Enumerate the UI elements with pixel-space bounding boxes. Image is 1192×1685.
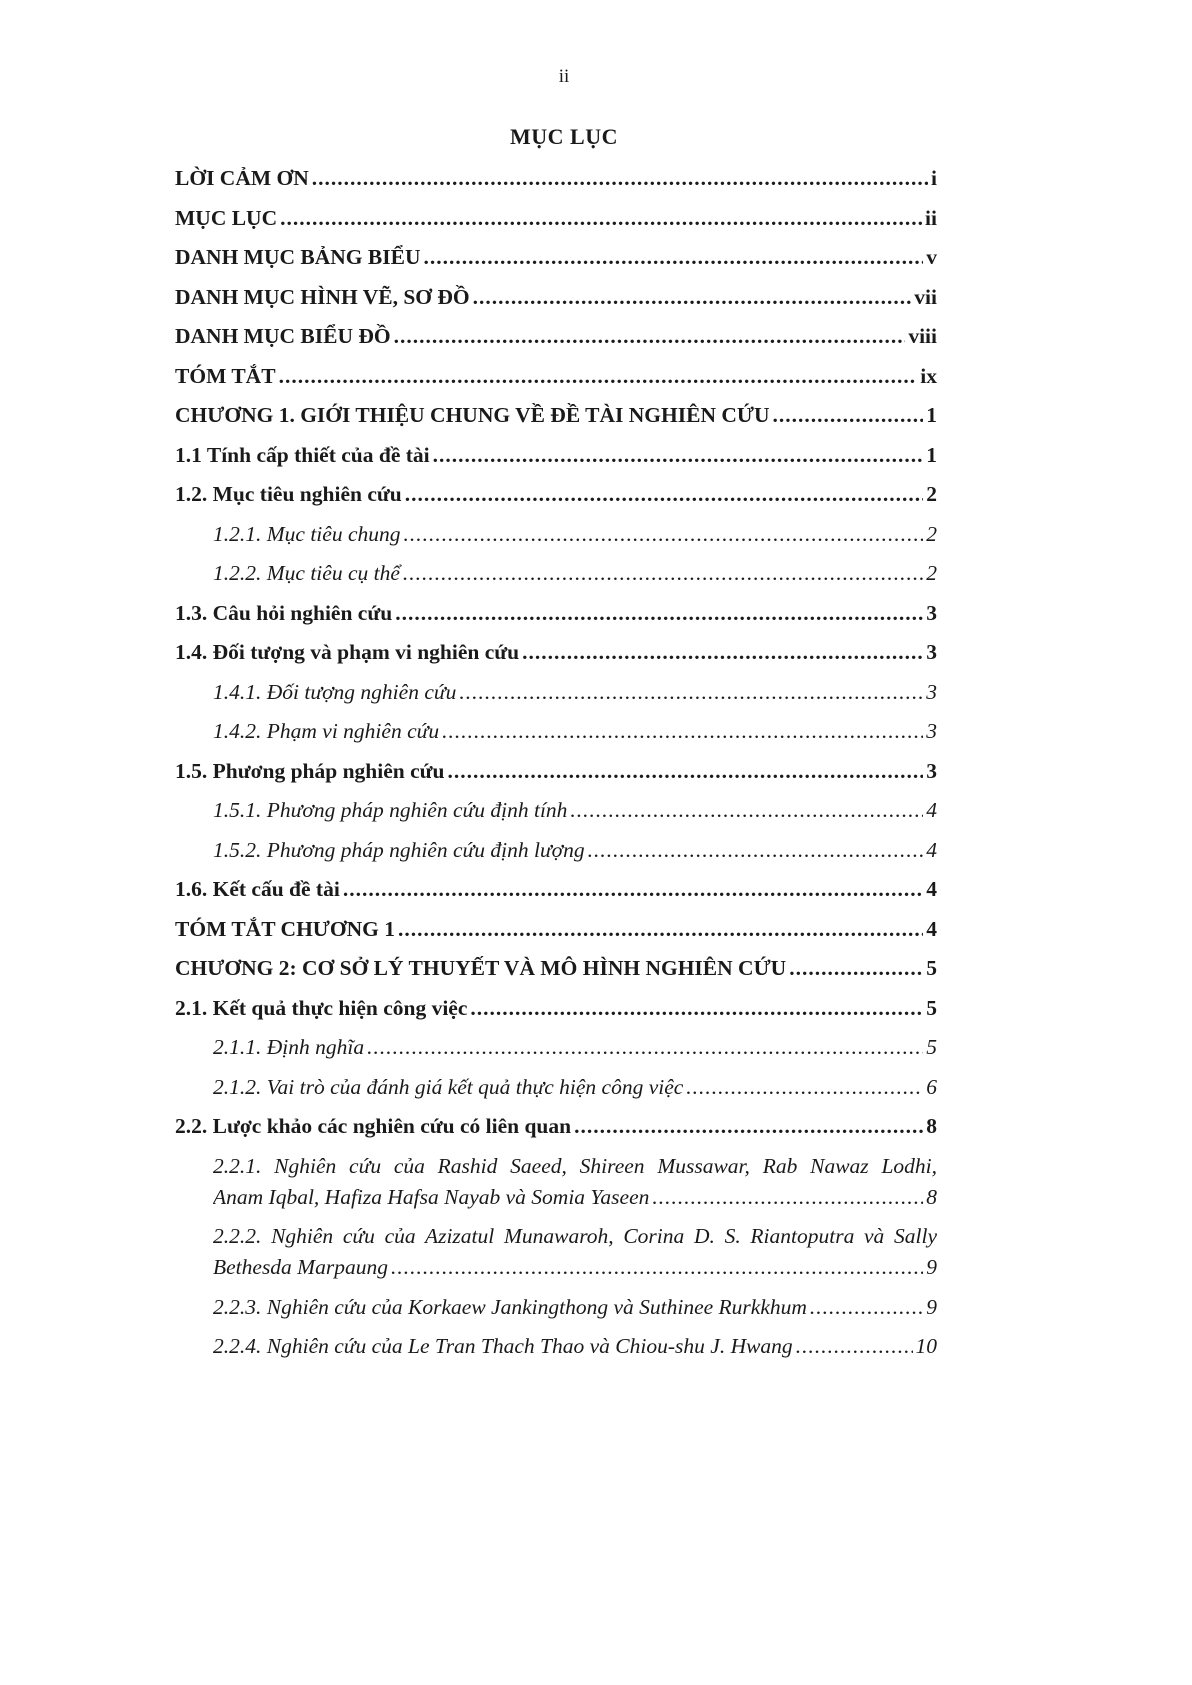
dot-leader <box>279 361 918 392</box>
dot-leader <box>574 1111 923 1142</box>
toc-entry-tom-tat-chuong-1[interactable] <box>175 914 937 945</box>
toc-entry-1-4[interactable] <box>175 637 937 668</box>
dot-leader <box>394 321 906 352</box>
dot-leader <box>442 716 923 747</box>
toc-entry-page: 10 <box>915 1334 937 1358</box>
toc-entry-page: 2 <box>926 521 937 546</box>
page-number: ii <box>558 66 570 87</box>
toc-entry-page: 4 <box>926 877 937 901</box>
toc-entry-label: TÓM TẮT <box>175 363 276 388</box>
dot-leader <box>280 203 922 234</box>
toc-entry-2-1[interactable] <box>175 993 937 1024</box>
toc-entry-page: 8 <box>926 1184 937 1209</box>
toc-entry-danh-muc-bang-bieu[interactable] <box>175 242 937 273</box>
dot-leader <box>395 598 923 629</box>
toc-entry-label: TÓM TẮT CHƯƠNG 1 <box>175 916 395 941</box>
toc-entry-2-2[interactable] <box>175 1111 937 1142</box>
toc-entry-page: v <box>926 245 937 269</box>
toc-entry-page: 1 <box>926 403 937 427</box>
toc-entry-label: MỤC LỤC <box>175 205 278 230</box>
toc-entry-2-2-1[interactable] <box>175 1151 937 1213</box>
dot-leader <box>652 1182 923 1213</box>
toc-entry-page: 3 <box>926 600 937 625</box>
dot-leader <box>423 242 923 273</box>
toc-entry-chuong-1[interactable] <box>175 400 937 431</box>
toc-entry-page: 9 <box>926 1255 937 1279</box>
toc-entry-danh-muc-hinh-ve[interactable] <box>175 282 937 313</box>
dot-leader <box>403 558 923 589</box>
toc-entry-label: 1.6. Kết cấu đề tài <box>175 877 340 901</box>
toc-entry-label: Bethesda Marpaung <box>213 1255 388 1279</box>
dot-leader <box>470 993 923 1024</box>
toc-entry-page: 4 <box>926 916 937 941</box>
toc-entry-label: 1.2.2. Mục tiêu cụ thể <box>213 561 400 585</box>
toc-entry-page: ii <box>925 205 937 230</box>
toc-entry-page: 2 <box>926 561 937 585</box>
toc-entry-label: 1.3. Câu hỏi nghiên cứu <box>175 600 393 625</box>
toc-entry-1-6[interactable] <box>175 874 937 905</box>
toc-entry-page: 8 <box>926 1114 937 1138</box>
toc-entry-page: vii <box>914 284 937 309</box>
toc-entry-label-line1: 2.2.1. Nghiên cứu của Rashid Saeed, Shireen Mussawar, Rab Nawaz Lodhi, <box>213 1153 937 1178</box>
toc-entry-label: 2.1.1. Định nghĩa <box>213 1035 365 1059</box>
toc-entry-tom-tat[interactable] <box>175 361 937 392</box>
table-of-contents <box>175 163 937 1371</box>
toc-entry-label: DANH MỤC HÌNH VẼ, SƠ ĐỒ <box>175 284 470 309</box>
toc-entry-page: 5 <box>926 995 937 1020</box>
dot-leader <box>391 1252 923 1283</box>
toc-entry-page: 3 <box>926 679 937 704</box>
toc-entry-label: 1.5. Phương pháp nghiên cứu <box>175 758 445 783</box>
toc-entry-page: 4 <box>926 837 937 862</box>
toc-entry-label: DANH MỤC BIỂU ĐỒ <box>175 324 391 348</box>
toc-entry-page: 6 <box>926 1074 937 1099</box>
toc-entry-1-5[interactable] <box>175 756 937 787</box>
dot-leader <box>398 914 923 945</box>
toc-entry-1-4-1[interactable] <box>175 677 937 708</box>
toc-entry-label: LỜI CẢM ƠN <box>175 166 309 190</box>
dot-leader <box>312 163 928 194</box>
toc-entry-page: 3 <box>926 719 937 743</box>
toc-entry-label: 1.4.1. Đối tượng nghiên cứu <box>213 679 457 704</box>
toc-entry-page: viii <box>908 324 937 348</box>
toc-entry-chuong-2[interactable] <box>175 953 937 984</box>
dot-leader <box>343 874 923 905</box>
toc-entry-label: 2.1. Kết quả thực hiện công việc <box>175 995 468 1020</box>
toc-entry-label: 1.2. Mục tiêu nghiên cứu <box>175 482 402 506</box>
dot-leader <box>796 1331 913 1362</box>
toc-entry-2-2-2[interactable] <box>175 1221 937 1283</box>
toc-entry-page: 2 <box>926 482 937 506</box>
dot-leader <box>810 1292 923 1323</box>
dot-leader <box>433 440 924 471</box>
toc-entry-page: 5 <box>926 1035 937 1059</box>
toc-entry-2-2-4[interactable] <box>175 1331 937 1362</box>
toc-title: MỤC LỤC <box>510 124 618 149</box>
toc-entry-label-line1: 2.2.2. Nghiên cứu của Azizatul Munawaroh, Corina D. S. Riantoputra và Sally <box>213 1224 937 1248</box>
toc-entry-label: Anam Iqbal, Hafiza Hafsa Nayab và Somia Yaseen <box>213 1184 650 1209</box>
toc-entry-1-1[interactable] <box>175 440 937 471</box>
toc-entry-1-2-2[interactable] <box>175 558 937 589</box>
toc-entry-label: 2.2. Lược khảo các nghiên cứu có liên quan <box>175 1114 572 1138</box>
toc-entry-1-2-1[interactable] <box>175 519 937 550</box>
toc-entry-label: 1.1 Tính cấp thiết của đề tài <box>175 442 430 467</box>
toc-entry-1-4-2[interactable] <box>175 716 937 747</box>
toc-entry-loi-cam-on[interactable] <box>175 163 937 194</box>
dot-leader <box>522 637 923 668</box>
toc-entry-label: 2.2.4. Nghiên cứu của Le Tran Thach Thao và Chiou-shu J. Hwang <box>213 1334 793 1358</box>
toc-entry-danh-muc-bieu-do[interactable] <box>175 321 937 352</box>
dot-leader <box>367 1032 923 1063</box>
toc-entry-1-2[interactable] <box>175 479 937 510</box>
toc-entry-2-1-1[interactable] <box>175 1032 937 1063</box>
toc-entry-2-2-3[interactable] <box>175 1292 937 1323</box>
toc-entry-label: 1.2.1. Mục tiêu chung <box>213 521 401 546</box>
toc-entry-1-5-1[interactable] <box>175 795 937 826</box>
toc-entry-page: 3 <box>926 640 937 664</box>
toc-entry-label: DANH MỤC BẢNG BIỂU <box>175 245 421 269</box>
toc-entry-label: CHƯƠNG 1. GIỚI THIỆU CHUNG VỀ ĐỀ TÀI NGHIÊN CỨU <box>175 403 770 427</box>
dot-leader <box>404 519 924 550</box>
dot-leader <box>686 1072 923 1103</box>
toc-entry-1-3[interactable] <box>175 598 937 629</box>
toc-entry-label: 1.5.2. Phương pháp nghiên cứu định lượng <box>213 837 585 862</box>
toc-entry-1-5-2[interactable] <box>175 835 937 866</box>
toc-entry-label: 1.4. Đối tượng và phạm vi nghiên cứu <box>175 640 520 664</box>
toc-entry-page: 1 <box>926 442 937 467</box>
toc-entry-label: CHƯƠNG 2: CƠ SỞ LÝ THUYẾT VÀ MÔ HÌNH NGHIÊN CỨU <box>175 956 787 980</box>
toc-entry-page: 4 <box>926 798 937 822</box>
dot-leader <box>459 677 923 708</box>
toc-entry-page: 9 <box>926 1294 937 1319</box>
toc-entry-2-1-2[interactable] <box>175 1072 937 1103</box>
dot-leader <box>570 795 923 826</box>
toc-entry-label: 2.2.3. Nghiên cứu của Korkaew Jankingthong và Suthinee Rurkkhum <box>213 1294 807 1319</box>
toc-entry-muc-luc[interactable] <box>175 203 937 234</box>
toc-entry-label: 1.5.1. Phương pháp nghiên cứu định tính <box>213 798 568 822</box>
toc-entry-label: 1.4.2. Phạm vi nghiên cứu <box>213 719 440 743</box>
dot-leader <box>405 479 924 510</box>
toc-entry-page: i <box>931 166 937 190</box>
dot-leader <box>473 282 912 313</box>
toc-entry-page: 3 <box>926 758 937 783</box>
dot-leader <box>773 400 924 431</box>
dot-leader <box>789 953 923 984</box>
toc-entry-page: ix <box>920 363 937 388</box>
dot-leader <box>588 835 924 866</box>
toc-entry-page: 5 <box>926 956 937 980</box>
toc-entry-label: 2.1.2. Vai trò của đánh giá kết quả thực hiện công việc <box>213 1074 684 1099</box>
dot-leader <box>448 756 924 787</box>
